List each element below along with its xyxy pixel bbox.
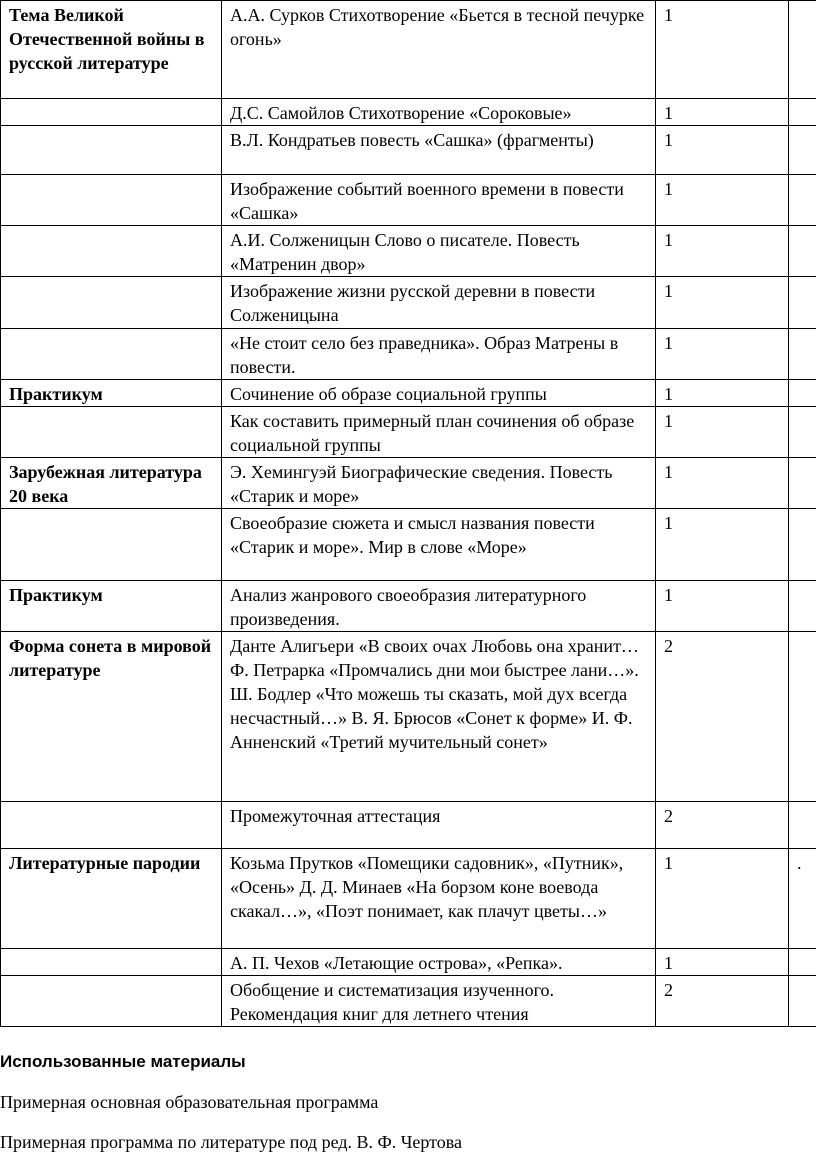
topic-cell: Как составить примерный план сочинения об образе социальной группы	[222, 407, 656, 458]
hours-cell: 1	[656, 277, 789, 329]
table-row	[1, 458, 816, 509]
table-row	[1, 1, 816, 99]
section-cell	[1, 802, 222, 849]
table-row	[1, 126, 816, 175]
hours-cell: 1	[656, 407, 789, 458]
topic-cell: Данте Алигьери «В своих очах Любовь она хранит… Ф. Петрарка «Промчались дни мои быстрее лани…». Ш. Бодлер «Что можешь ты сказать, мой дух всегда несчастный…» В. Я. Брюсов «Сонет к форме» И. Ф. Анненский «Третий мучительный сонет»	[222, 632, 656, 802]
note-cell	[789, 949, 816, 976]
section-cell	[1, 329, 222, 380]
section-cell	[1, 175, 222, 226]
note-cell	[789, 126, 816, 175]
note-cell	[789, 380, 816, 407]
hours-cell: 1	[656, 126, 789, 175]
topic-cell: А.И. Солженицын Слово о писателе. Повесть «Матренин двор»	[222, 226, 656, 277]
topic-cell: Анализ жанрового своеобразия литературного произведения.	[222, 581, 656, 632]
hours-cell: 1	[656, 581, 789, 632]
hours-cell: 1	[656, 509, 789, 581]
note-cell	[789, 509, 816, 581]
table-row	[1, 802, 816, 849]
topic-cell: Своеобразие сюжета и смысл названия повести «Старик и море». Мир в слове «Море»	[222, 509, 656, 581]
hours-cell: 1	[656, 458, 789, 509]
table-row	[1, 632, 816, 802]
table-row	[1, 99, 816, 126]
section-cell	[1, 976, 222, 1027]
section-cell	[1, 949, 222, 976]
table-row	[1, 175, 816, 226]
hours-cell: 1	[656, 329, 789, 380]
materials-item: Примерная основная образовательная программа	[0, 1092, 379, 1112]
materials-title: Использованные материалы	[0, 1052, 246, 1071]
section-cell: Практикум	[1, 380, 222, 407]
topic-cell: Изображение жизни русской деревни в повести Солженицына	[222, 277, 656, 329]
topic-cell: Э. Хемингуэй Биографические сведения. Повесть «Старик и море»	[222, 458, 656, 509]
section-cell	[1, 509, 222, 581]
topic-cell: Козьма Прутков «Помещики садовник», «Путник», «Осень» Д. Д. Минаев «На борзом коне воевода скакал…», «Поэт понимает, как плачут цветы…»	[222, 849, 656, 949]
hours-cell: 2	[656, 632, 789, 802]
note-cell	[789, 1, 816, 99]
section-cell	[1, 99, 222, 126]
topic-cell: Сочинение об образе социальной группы	[222, 380, 656, 407]
note-cell	[789, 226, 816, 277]
note-cell	[789, 175, 816, 226]
note-cell	[789, 802, 816, 849]
hours-cell: 1	[656, 949, 789, 976]
note-cell	[789, 277, 816, 329]
table-row	[1, 581, 816, 632]
section-cell	[1, 226, 222, 277]
table-row	[1, 226, 816, 277]
hours-cell: 2	[656, 802, 789, 849]
topic-cell: «Не стоит село без праведника». Образ Матрены в повести.	[222, 329, 656, 380]
note-cell	[789, 407, 816, 458]
note-cell	[789, 632, 816, 802]
section-cell	[1, 277, 222, 329]
note-cell: .	[789, 849, 816, 949]
section-cell	[1, 407, 222, 458]
hours-cell: 1	[656, 226, 789, 277]
table-row	[1, 509, 816, 581]
curriculum-table-body	[1, 1, 816, 1027]
topic-cell: Д.С. Самойлов Стихотворение «Сороковые»	[222, 99, 656, 126]
section-cell: Практикум	[1, 581, 222, 632]
hours-cell: 1	[656, 1, 789, 99]
table-row	[1, 949, 816, 976]
topic-cell: В.Л. Кондратьев повесть «Сашка» (фрагменты)	[222, 126, 656, 175]
hours-cell: 1	[656, 380, 789, 407]
table-row	[1, 976, 816, 1027]
hours-cell: 1	[656, 175, 789, 226]
table-row	[1, 329, 816, 380]
topic-cell: А.А. Сурков Стихотворение «Бьется в тесной печурке огонь»	[222, 1, 656, 99]
hours-cell: 1	[656, 849, 789, 949]
table-row	[1, 380, 816, 407]
hours-cell: 2	[656, 976, 789, 1027]
table-row	[1, 407, 816, 458]
topic-cell: Промежуточная аттестация	[222, 802, 656, 849]
materials-item: Примерная программа по литературе под ред. В. Ф. Чертова	[0, 1132, 463, 1152]
topic-cell: А. П. Чехов «Летающие острова», «Репка».	[222, 949, 656, 976]
table-row	[1, 277, 816, 329]
section-cell: Литературные пародии	[1, 849, 222, 949]
note-cell	[789, 99, 816, 126]
section-cell: Тема Великой Отечественной войны в русской литературе	[1, 1, 222, 99]
note-cell	[789, 458, 816, 509]
materials-section	[0, 1050, 462, 1154]
table-row	[1, 849, 816, 949]
note-cell	[789, 976, 816, 1027]
hours-cell: 1	[656, 99, 789, 126]
topic-cell: Изображение событий военного времени в повести «Сашка»	[222, 175, 656, 226]
note-cell	[789, 329, 816, 380]
note-cell	[789, 581, 816, 632]
topic-cell: Обобщение и систематизация изученного. Рекомендация книг для летнего чтения	[222, 976, 656, 1027]
section-cell: Зарубежная литература 20 века	[1, 458, 222, 509]
section-cell	[1, 126, 222, 175]
section-cell: Форма сонета в мировой литературе	[1, 632, 222, 802]
